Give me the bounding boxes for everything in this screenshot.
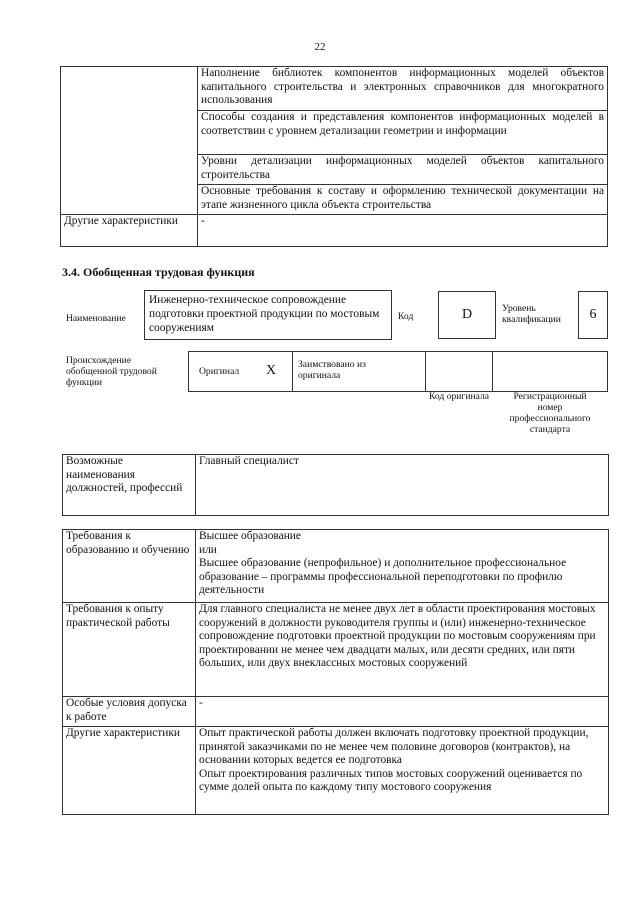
education-line: Высшее образование bbox=[199, 530, 301, 542]
positions-value: Главный специалист bbox=[196, 455, 609, 516]
level-value: 6 bbox=[589, 307, 597, 322]
level-box bbox=[578, 291, 608, 339]
knowledge-table bbox=[60, 66, 608, 247]
function-name-value: Инженерно-техническое сопровождение подготовки проектной продукции по мостовым сооружениям bbox=[149, 294, 380, 334]
education-line: Высшее образование (непрофильное) и дополнительное профессиональное образование – программы профессиональной переподготовки по профилю деятельности bbox=[199, 557, 567, 597]
other-characteristics-value: - bbox=[198, 215, 608, 247]
knowledge-row: Наполнение библиотек компонентов информационных моделей объектов капитального строительства и электронных справочников для многократного использования bbox=[198, 67, 608, 111]
positions-label: Возможные наименования должностей, профессий bbox=[63, 455, 196, 516]
code-original-caption: Код оригинала bbox=[428, 391, 490, 402]
function-name-box bbox=[144, 290, 392, 340]
special-conditions-value bbox=[196, 697, 609, 727]
code-value: D bbox=[461, 307, 473, 322]
original-label: Оригинал bbox=[199, 366, 240, 377]
name-label: Наименование bbox=[66, 313, 126, 324]
code-label: Код bbox=[398, 311, 414, 322]
knowledge-row: Основные требования к составу и оформлению технической документации на этапе жизненного цикла объекта строительства bbox=[198, 185, 608, 215]
other-line: Опыт практической работы должен включать подготовку проектной продукции, принятой заказчиками по не менее чем половине договоров (контрактов), на основании которых ведется ее подготовка bbox=[199, 727, 589, 767]
page-number: 22 bbox=[314, 41, 326, 53]
education-label: Требования к образованию и обучению bbox=[63, 530, 196, 603]
section-heading: 3.4. Обобщенная трудовая функция bbox=[62, 265, 255, 279]
experience-value bbox=[196, 603, 609, 697]
borrowed-label: Заимствовано из оригинала bbox=[298, 359, 366, 381]
origin-divider bbox=[492, 351, 493, 392]
special-conditions-label: Особые условия допуска к работе bbox=[63, 697, 196, 727]
knowledge-row: Способы создания и представления компонентов информационных моделей в соответствии с уровнем детализации геометрии и информации bbox=[198, 111, 608, 155]
education-value bbox=[196, 530, 609, 603]
special-conditions-line: - bbox=[199, 697, 203, 709]
other-label: Другие характеристики bbox=[63, 727, 196, 815]
original-mark: X bbox=[266, 363, 277, 378]
code-box bbox=[438, 291, 496, 339]
origin-divider bbox=[292, 351, 293, 392]
origin-label: Происхождение обобщенной трудовой функции bbox=[66, 355, 157, 388]
level-label: Уровень квалификации bbox=[502, 303, 561, 325]
experience-line: Для главного специалиста не менее двух лет в области проектирования мостовых сооружений в должности руководителя группы и (или) инженерно-техническое сопровождение подготовки проектной продукции по мостовым сооружениям при проектировании не менее чем двадцати малых, или десяти средних, или пяти больших, или двух внеклассных мостовых сооружений bbox=[199, 603, 596, 670]
origin-divider bbox=[425, 351, 426, 392]
registration-caption: Регистрационный номер профессионального стандарта bbox=[509, 391, 591, 435]
other-line: Опыт проектирования различных типов мостовых сооружений оценивается по сумме долей опыта по каждому типу мостового сооружения bbox=[199, 767, 583, 794]
requirements-table bbox=[62, 529, 609, 815]
knowledge-row: Уровни детализации информационных моделей объектов капитального строительства bbox=[198, 155, 608, 185]
education-line: или bbox=[199, 543, 217, 556]
positions-table bbox=[62, 454, 609, 516]
other-characteristics-label: Другие характеристики bbox=[61, 215, 198, 247]
other-value bbox=[196, 727, 609, 815]
empty-cell bbox=[61, 67, 198, 215]
experience-label: Требования к опыту практической работы bbox=[63, 603, 196, 697]
